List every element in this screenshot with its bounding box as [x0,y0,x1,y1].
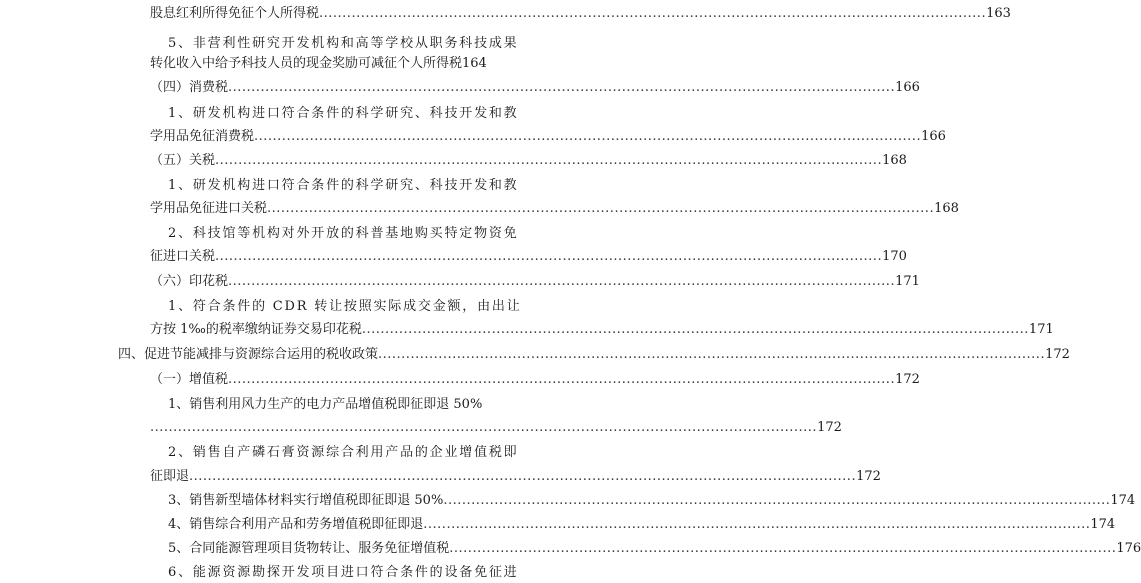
toc-dot-leader [215,247,882,267]
toc-section-heading [118,345,1070,365]
toc-entry-text: 方按 1‰的税率缴纳证券交易印花税 [150,322,362,337]
toc-entry-text: 2、科技馆等机构对外开放的科普基地购买特定物资免 [168,226,519,241]
toc-entry-line [168,224,519,244]
toc-entry-text: 股息红利所得免征个人所得税 [150,6,320,21]
toc-dot-leader [254,127,921,147]
toc-entry-text: 1、研发机构进口符合条件的科学研究、科技开发和教 [168,178,519,193]
toc-entry [168,539,1141,559]
toc-page-number: 171 [1028,322,1054,337]
toc-dot-leader [362,320,1029,340]
toc-entry-text: 学用品免征消费税 [150,129,255,144]
toc-entry-text: 1、销售利用风力生产的电力产品增值税即征即退 50% [168,397,483,412]
toc-dot-leader [267,199,934,219]
toc-entry-text: 征即退 [150,469,190,484]
toc-page-number: 172 [1045,347,1070,362]
toc-entry-text: 6、能源资源勘探开发项目进口符合条件的设备免征进 [168,565,519,580]
toc-entry-text: （四）消费税 [150,80,229,95]
toc-entry-line [168,443,519,463]
toc-dot-leader [443,491,1110,511]
toc-entry-line [168,176,519,196]
toc-entry [168,491,1136,511]
toc-entry [150,199,959,219]
toc-entry [168,515,1116,535]
toc-page-number: 172 [856,469,881,484]
toc-page-number: 170 [882,249,907,264]
toc-entry-line [168,34,519,54]
toc-dot-leader [449,539,1116,559]
toc-page-number: 172 [895,372,920,387]
toc-entry [150,151,907,171]
toc-dot-leader [378,345,1045,365]
toc-entry-text: 3、销售新型墙体材料实行增值税即征即退 50% [168,493,444,508]
toc-dot-leader [423,515,1090,535]
toc-page-number: 164 [462,56,487,71]
toc-dot-leader [215,151,882,171]
toc-page-number: 172 [817,420,842,435]
toc-page-number: 163 [986,6,1011,21]
toc-entry-line [168,563,519,583]
toc-dot-leader [150,418,817,438]
toc-page-number: 174 [1110,493,1136,508]
toc-dot-leader [228,370,895,390]
toc-entry-line [168,395,485,415]
toc-entry-text: 4、销售综合利用产品和劳务增值税即征即退 [168,517,424,532]
toc-entry [150,370,920,390]
toc-entry [150,54,485,74]
toc-entry [150,467,881,487]
toc-entry-text: 转化收入中给予科技人员的现金奖励可减征个人所得税 [150,56,463,71]
toc-entry-text: 征进口关税 [150,249,216,264]
toc-entry-text: （六）印花税 [150,274,229,289]
toc-entry-text: 5、合同能源管理项目货物转让、服务免征增值税 [168,541,450,556]
toc-entry [150,127,946,147]
toc-page-number: 168 [934,201,959,216]
toc-dot-leader [189,467,856,487]
toc-entry-text: 5、非营利性研究开发机构和高等学校从职务科技成果 [168,36,519,51]
toc-entry-text: 2、销售自产磷石膏资源综合利用产品的企业增值税即 [168,445,519,460]
toc-page-number: 176 [1116,541,1141,556]
toc-entry [150,320,1054,340]
toc-page-number: 171 [895,274,920,289]
toc-entry [150,418,842,438]
toc-entry [150,272,920,292]
toc-entry-text: 四、促进节能减排与资源综合运用的税收政策 [118,347,379,362]
toc-entry [150,247,907,267]
toc-dot-leader [228,78,895,98]
toc-entry-text: （五）关税 [150,153,216,168]
toc-entry [150,4,1011,24]
toc-entry-text: （一）增值税 [150,372,229,387]
toc-dot-leader [319,4,986,24]
toc-page-number: 166 [921,129,946,144]
toc-entry-text: 学用品免征进口关税 [150,201,268,216]
toc-entry-line [168,104,519,124]
toc-page-number: 166 [895,80,920,95]
toc-entry [150,78,920,98]
toc-entry-text: 1、符合条件的 CDR 转让按照实际成交金额，由出让 [168,299,522,314]
toc-entry-line [168,297,522,317]
toc-dot-leader [228,272,895,292]
toc-entry-text: 1、研发机构进口符合条件的科学研究、科技开发和教 [168,106,519,121]
toc-page-number: 174 [1090,517,1116,532]
toc-page-number: 168 [882,153,907,168]
